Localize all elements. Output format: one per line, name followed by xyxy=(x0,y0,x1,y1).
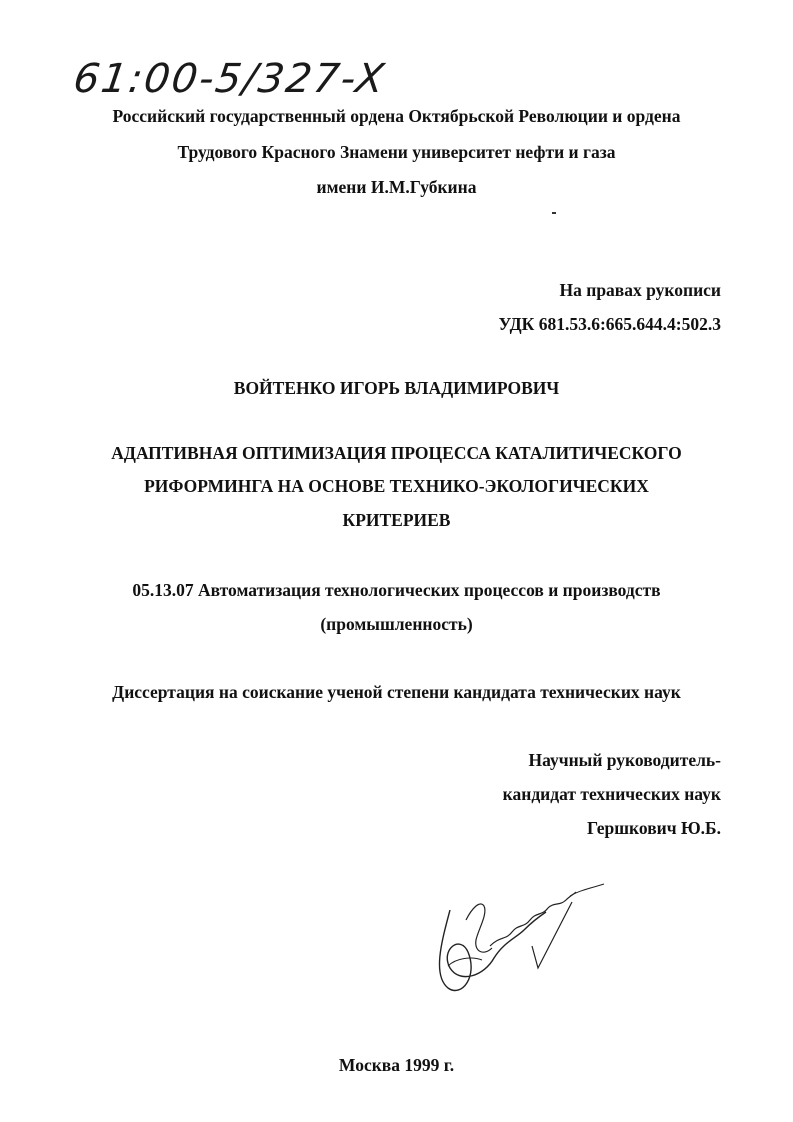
institution-line-2: Трудового Красного Знамени университет нефти и газа xyxy=(177,142,616,162)
thesis-title-line-2: РИФОРМИНГА НА ОСНОВЕ ТЕХНИКО-ЭКОЛОГИЧЕСКИХ xyxy=(144,476,649,496)
supervisor-title: Научный руководитель- xyxy=(528,750,721,770)
thesis-title-line-1: АДАПТИВНАЯ ОПТИМИЗАЦИЯ ПРОЦЕССА КАТАЛИТИЧЕСКОГО xyxy=(111,443,682,463)
manuscript-rights: На правах рукописи xyxy=(559,280,721,300)
udc-code: УДК 681.53.6:665.644.4:502.3 xyxy=(498,314,721,334)
scan-speck xyxy=(552,212,556,214)
dissertation-type: Диссертация на соискание ученой степени кандидата технических наук xyxy=(112,682,681,702)
supervisor-degree: кандидат технических наук xyxy=(502,784,721,804)
author-name: ВОЙТЕНКО ИГОРЬ ВЛАДИМИРОВИЧ xyxy=(233,378,560,398)
handwritten-signature xyxy=(420,880,620,1000)
supervisor-name: Гершкович Ю.Б. xyxy=(586,818,721,838)
handwritten-archive-number: 61:00-5/327-X xyxy=(70,56,389,102)
city-and-year: Москва 1999 г. xyxy=(338,1055,455,1075)
institution-line-1: Российский государственный ордена Октябрьской Революции и ордена xyxy=(112,106,681,126)
specialty-line-1: 05.13.07 Автоматизация технологических процессов и производств xyxy=(132,580,661,600)
institution-line-3: имени И.М.Губкина xyxy=(316,177,477,197)
thesis-title-line-3: КРИТЕРИЕВ xyxy=(342,510,451,530)
specialty-line-2: (промышленность) xyxy=(320,614,473,634)
